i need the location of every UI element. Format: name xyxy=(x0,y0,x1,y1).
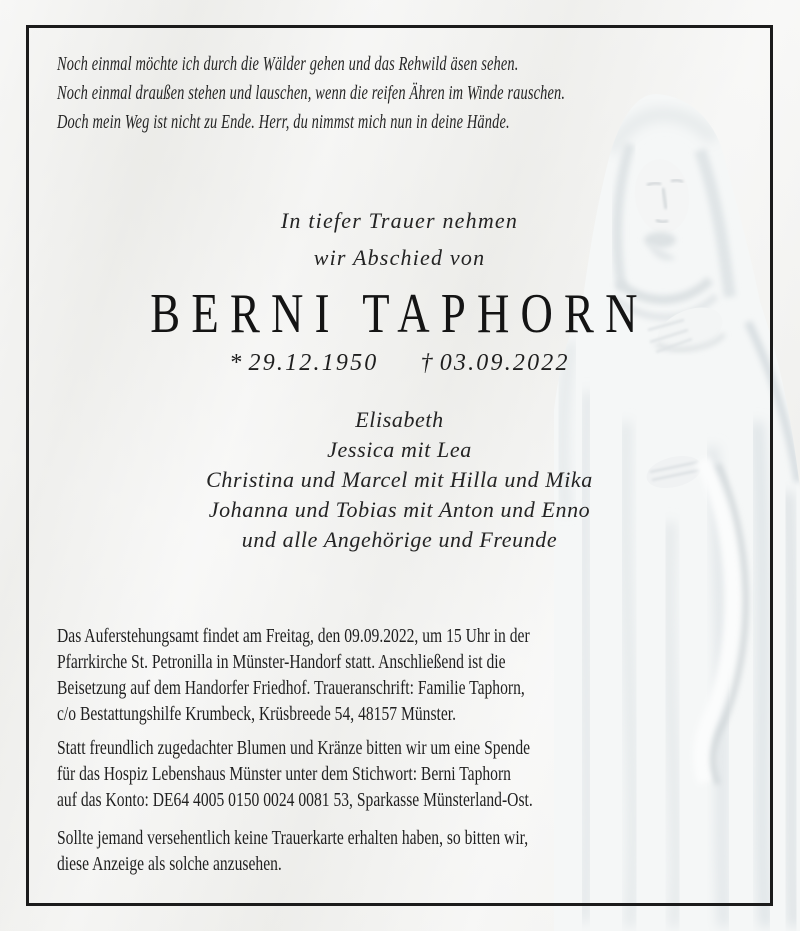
paragraph-line: Statt freundlich zugedachter Blumen und Kränze bitten wir um eine Spende xyxy=(57,738,531,759)
card-notice-paragraph xyxy=(57,826,528,878)
mourners-list xyxy=(29,405,770,555)
paragraph-line: Beisetzung auf dem Handorfer Friedhof. Traueranschrift: Familie Taphorn, xyxy=(57,678,525,699)
paragraph-line: Pfarrkirche St. Petronilla in Münster-Handorf statt. Anschließend ist die xyxy=(57,652,506,673)
paragraph-line: Das Auferstehungsamt findet am Freitag, den 09.09.2022, um 15 Uhr in der xyxy=(57,626,530,647)
mourner-line: Jessica mit Lea xyxy=(327,437,472,462)
death-cross-symbol: † xyxy=(420,350,435,376)
paragraph-line: auf das Konto: DE64 4005 0150 0024 0081 53, Sparkasse Münsterland-Ost. xyxy=(57,790,533,811)
paragraph-line: c/o Bestattungshilfe Krumbeck, Krüsbreede 54, 48157 Münster. xyxy=(57,704,457,725)
poem-line: Noch einmal draußen stehen und lauschen, wenn die reifen Ähren im Winde rauschen. xyxy=(57,82,566,104)
mourner-line: und alle Angehörige und Freunde xyxy=(241,527,558,552)
intro-line: In tiefer Trauer nehmen xyxy=(280,208,519,233)
mourner-line: Elisabeth xyxy=(355,407,444,432)
deceased-name: BERNI TAPHORN xyxy=(150,283,649,345)
birth-star-symbol: * xyxy=(229,350,244,376)
mourner-line: Christina und Marcel mit Hilla und Mika xyxy=(206,467,593,492)
funeral-details-paragraph xyxy=(57,624,530,728)
death-date xyxy=(421,348,570,378)
mourning-intro xyxy=(29,202,770,276)
life-dates xyxy=(29,348,770,378)
birth-date-value: 29.12.1950 xyxy=(248,350,379,376)
memorial-poem xyxy=(57,50,565,137)
paragraph-line: für das Hospiz Lebenshaus Münster unter dem Stichwort: Berni Taphorn xyxy=(57,764,511,785)
poem-line: Noch einmal möchte ich durch die Wälder gehen und das Rehwild äsen sehen. xyxy=(57,53,519,75)
donation-paragraph xyxy=(57,736,533,814)
poem-line: Doch mein Weg ist nicht zu Ende. Herr, du nimmst mich nun in deine Hände. xyxy=(57,111,510,133)
mourner-line: Johanna und Tobias mit Anton und Enno xyxy=(208,497,591,522)
birth-date xyxy=(229,348,378,378)
paragraph-line: Sollte jemand versehentlich keine Trauerkarte erhalten haben, so bitten wir, xyxy=(57,828,529,849)
paragraph-line: diese Anzeige als solche anzusehen. xyxy=(57,854,282,875)
intro-line: wir Abschied von xyxy=(313,245,486,270)
death-date-value: 03.09.2022 xyxy=(439,350,570,376)
